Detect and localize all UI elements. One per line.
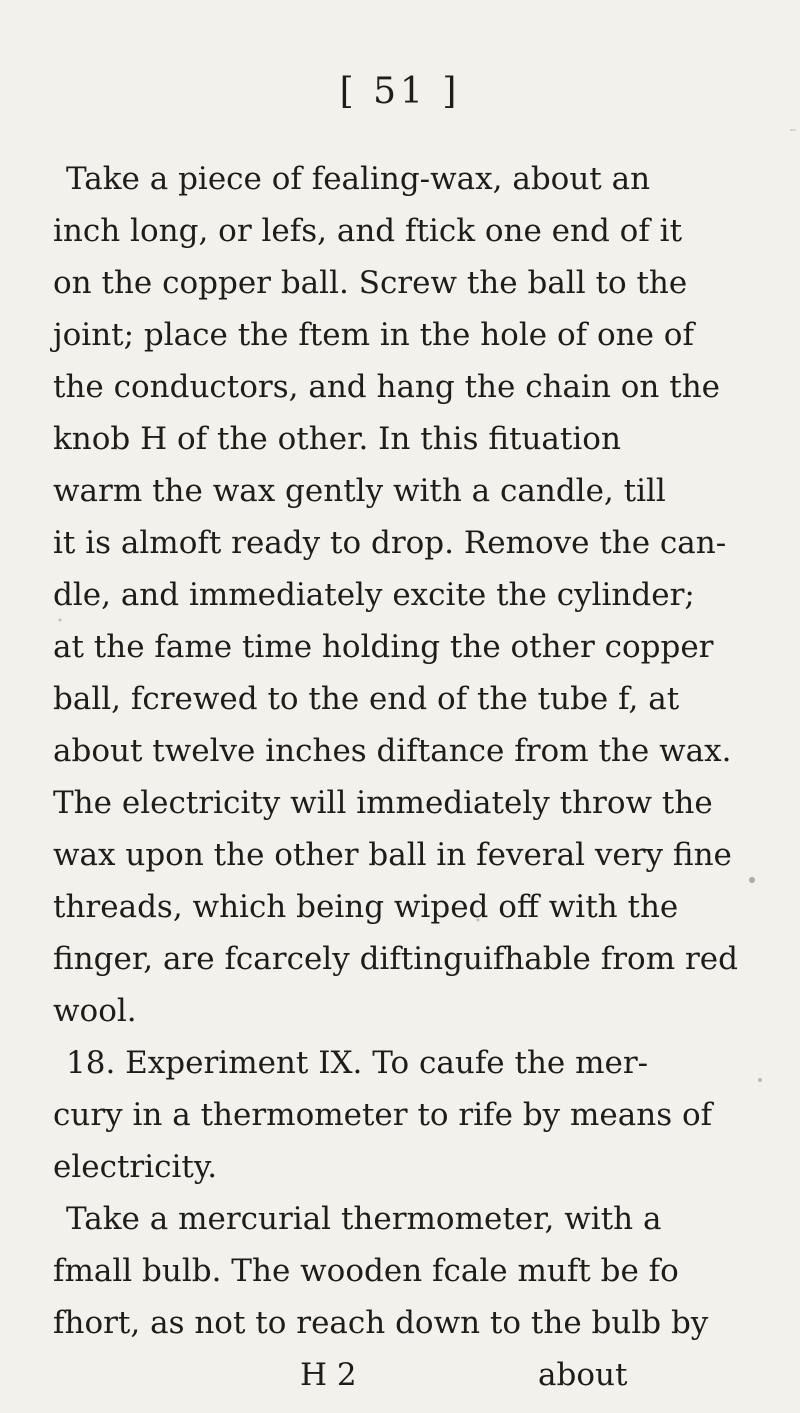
text-line-22: fmall bulb. The wooden fcale muft be fo xyxy=(53,1253,679,1289)
speck-1 xyxy=(749,877,755,883)
text-line-21: Take a mercurial thermometer, with a xyxy=(66,1201,662,1237)
text-line-2: inch long, or lefs, and ftick one end of it xyxy=(53,213,683,249)
text-line-5: the conductors, and hang the chain on the xyxy=(53,369,721,405)
text-line-7: warm the wax gently with a candle, till xyxy=(53,473,666,509)
text-line-12: about twelve inches diftance from the wax. xyxy=(53,733,732,769)
text-line-20: electricity. xyxy=(53,1149,218,1185)
text-line-4: joint; place the ftem in the hole of one of xyxy=(53,317,694,353)
text-line-8: it is almoft ready to drop. Remove the can- xyxy=(53,525,727,561)
text-line-19: cury in a thermometer to rife by means of xyxy=(53,1097,713,1133)
text-line-10: at the fame time holding the other copper xyxy=(53,629,714,665)
signature-mark: H 2 xyxy=(300,1357,357,1393)
text-line-15: threads, which being wiped off with the xyxy=(53,889,679,925)
text-line-9: dle, and immediately excite the cylinder; xyxy=(53,577,695,613)
page-number-header: [ 51 ] xyxy=(339,71,461,112)
text-line-13: The electricity will immediately throw the xyxy=(53,785,713,821)
text-line-1: Take a piece of fealing-wax, about an xyxy=(66,161,651,197)
catchword: about xyxy=(538,1357,628,1393)
text-line-11: ball, fcrewed to the end of the tube f, at xyxy=(53,681,680,717)
text-line-14: wax upon the other ball in feveral very fine xyxy=(53,837,732,873)
text-line-16: finger, are fcarcely diftinguifhable from red xyxy=(53,941,738,977)
text-line-6: knob H of the other. In this fituation xyxy=(53,421,621,457)
speck-2 xyxy=(758,1078,762,1082)
text-line-23: fhort, as not to reach down to the bulb by xyxy=(53,1305,709,1341)
text-line-17: wool. xyxy=(53,993,137,1029)
text-line-18: 18. Experiment IX. To caufe the mer- xyxy=(66,1045,649,1081)
text-line-3: on the copper ball. Screw the ball to the xyxy=(53,265,688,301)
